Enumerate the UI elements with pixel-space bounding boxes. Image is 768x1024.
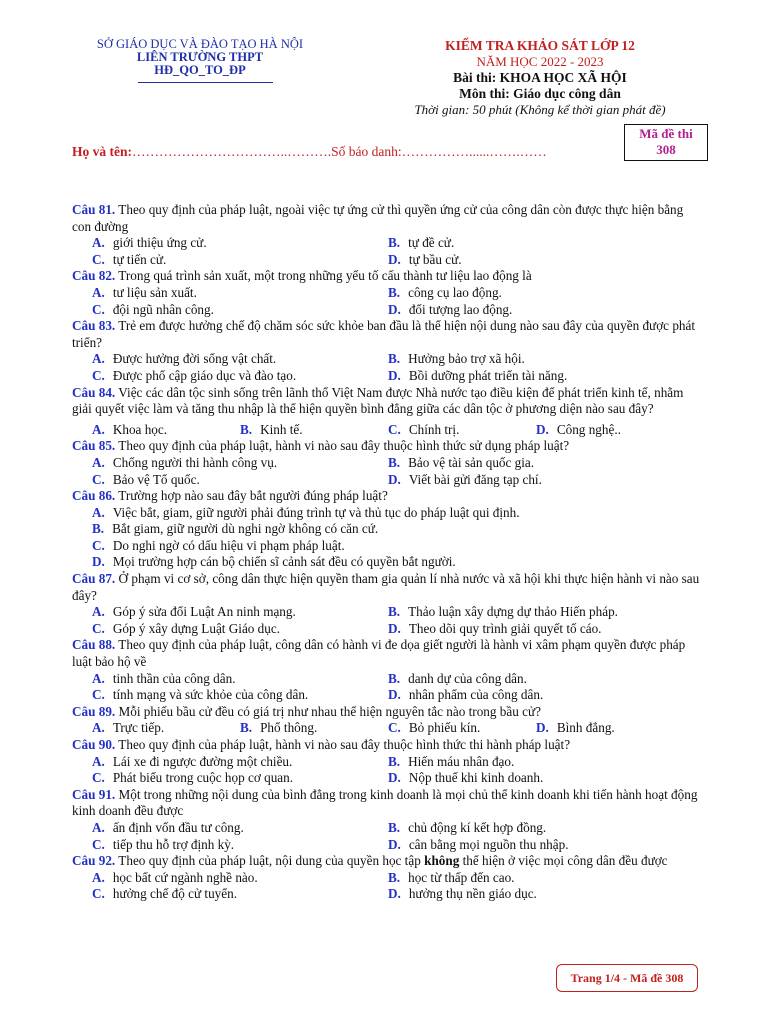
question-89 (72, 704, 702, 737)
option-b (388, 351, 708, 368)
question-text: Theo quy định của pháp luật, nội dung của quyền học tập (118, 853, 425, 869)
question-84 (72, 385, 702, 439)
option-text: Góp ý xây dựng Luật Giáo dục. (112, 620, 281, 636)
option-b (388, 285, 708, 302)
question-81 (72, 202, 702, 268)
question-text: Một trong những nội dung của bình đẳng trong kinh doanh là mọi chủ thể kinh doanh khi tiến hành hoạt động kinh doanh đều được (72, 786, 698, 819)
option-letter: A. (92, 235, 105, 251)
option-text: Khoa học. (112, 421, 168, 437)
option-text: Theo dõi quy trình giải quyết tố cáo. (408, 620, 602, 636)
question-number: Câu 91. (72, 786, 116, 802)
question-number: Câu 83. (72, 318, 116, 334)
question-text: Trẻ em được hưởng chế độ chăm sóc sức khỏe ban đầu là thể hiện nội dung nào sau đây của quyền được phát triển? (72, 318, 696, 350)
option-d (388, 687, 708, 704)
question-text: Ở phạm vi cơ sở, công dân thực hiện quyền tham gia quản lí nhà nước và xã hội khi thực hiện hành vi nào sau đây? (72, 571, 700, 603)
option-a (92, 285, 388, 302)
option-letter: B. (388, 454, 401, 470)
option-letter: B. (388, 235, 401, 251)
option-text: tiếp thu hỗ trợ định kỳ. (112, 836, 235, 852)
question-87 (72, 571, 702, 637)
option-text: Thảo luận xây dựng dự thảo Hiến pháp. (408, 604, 618, 620)
option-b (240, 422, 388, 439)
question-number: Câu 87. (72, 571, 116, 587)
header-underline (138, 82, 273, 83)
option-text: chủ động kí kết hợp đồng. (408, 819, 547, 835)
option-letter: C. (92, 471, 105, 487)
option-letter: D. (388, 620, 401, 636)
option-a (92, 351, 388, 368)
option-letter: B. (388, 819, 401, 835)
option-d (388, 837, 708, 854)
option-letter: C. (92, 886, 105, 902)
option-letter: A. (92, 351, 105, 367)
option-text: Bảo vệ Tổ quốc. (112, 471, 200, 487)
option-letter: C. (92, 251, 105, 267)
option-b (388, 235, 708, 252)
option-text: học từ thấp đến cao. (408, 869, 515, 885)
option-text: tự bầu cử. (408, 251, 462, 267)
option-b (388, 604, 708, 621)
sbd-label: Số báo danh: (331, 144, 402, 159)
option-text: tự tiến cử. (112, 251, 167, 267)
option-d (536, 720, 696, 737)
option-letter: B. (240, 720, 253, 736)
option-text: Việc bắt, giam, giữ người phải đúng trình tự và thủ tục do pháp luật qui định. (112, 504, 520, 520)
option-text: đối tượng lao động. (408, 301, 513, 317)
option-letter: A. (92, 454, 105, 470)
option-b (388, 754, 708, 771)
option-text: tư liệu sản xuất. (112, 284, 197, 300)
option-d (388, 472, 708, 489)
option-c (92, 687, 388, 704)
option-b (388, 870, 708, 887)
option-letter: D. (388, 836, 401, 852)
option-letter: B. (388, 604, 401, 620)
option-text: Hưởng bảo trợ xã hội. (408, 351, 525, 367)
option-letter: D. (388, 886, 401, 902)
option-letter: D. (536, 421, 549, 437)
option-text: Phổ thông. (260, 720, 318, 736)
option-d (388, 886, 708, 903)
option-text: hưởng chế độ cử tuyển. (112, 886, 238, 902)
option-text: Trực tiếp. (112, 720, 165, 736)
option-a (92, 422, 240, 439)
option-letter: A. (92, 284, 105, 300)
option-c (92, 302, 388, 319)
option-text: Công nghệ.. (556, 421, 621, 437)
option-text: Lái xe đi ngược đường một chiều. (112, 753, 293, 769)
school-name: LIÊN TRƯỜNG THPT (136, 50, 264, 64)
question-text: Theo quy định của pháp luật, ngoài việc tự ứng cử thì quyền ứng cử của công dân còn được thực hiện bằng con đường (72, 202, 684, 234)
option-letter: B. (388, 753, 401, 769)
option-letter: B. (92, 521, 105, 537)
option-text: Nộp thuế khi kinh doanh. (408, 770, 544, 786)
option-text: Bỏ phiếu kín. (408, 720, 481, 736)
option-c (92, 886, 388, 903)
option-text: danh dự của công dân. (408, 670, 527, 686)
option-letter: B. (388, 351, 401, 367)
option-d (388, 621, 708, 638)
question-number: Câu 92. (72, 853, 116, 869)
option-c (92, 770, 388, 787)
exam-subject: Môn thi: Giáo dục công dân (459, 86, 621, 101)
candidate-line (72, 144, 547, 160)
option-text: cân bằng mọi nguồn thu nhập. (408, 836, 569, 852)
option-letter: A. (92, 421, 105, 437)
option-text: Phát biểu trong cuộc họp cơ quan. (112, 770, 294, 786)
option-letter: D. (388, 301, 401, 317)
option-text: giới thiệu ứng cử. (112, 235, 207, 251)
option-text: hưởng thụ nền giáo dục. (408, 886, 537, 902)
option-letter: B. (388, 670, 401, 686)
option-b (388, 671, 708, 688)
school-header (80, 38, 320, 77)
option-a (92, 455, 388, 472)
option-d (536, 422, 696, 439)
option-letter: A. (92, 753, 105, 769)
option-c (92, 621, 388, 638)
question-86 (72, 488, 702, 571)
question-number: Câu 88. (72, 637, 116, 653)
question-text: Theo quy định của pháp luật, công dân có hành vi đe dọa giết người là hành vi xâm phạm quyền được pháp luật bảo hộ về (72, 637, 686, 670)
option-text: Viết bài gửi đăng tạp chí. (408, 471, 542, 487)
option-text: Bồi dưỡng phát triển tài năng. (408, 367, 568, 383)
option-b (92, 521, 702, 538)
option-a (92, 671, 388, 688)
option-letter: C. (388, 720, 401, 736)
option-letter: C. (92, 620, 105, 636)
option-text: Bắt giam, giữ người dù nghi ngờ không có căn cứ. (112, 521, 379, 537)
option-a (92, 870, 388, 887)
option-letter: C. (92, 367, 105, 383)
sbd-dots: ……………......…….…… (401, 144, 547, 159)
option-letter: A. (92, 604, 105, 620)
question-text: Trường hợp nào sau đây bắt người đúng pháp luật? (118, 488, 388, 504)
option-c (388, 422, 536, 439)
question-text: Theo quy định của pháp luật, hành vi nào sau đây thuộc hình thức thi hành pháp luật? (118, 737, 571, 752)
option-text: nhân phẩm của công dân. (408, 687, 544, 703)
option-letter: B. (240, 421, 253, 437)
option-a (92, 720, 240, 737)
option-a (92, 820, 388, 837)
option-letter: D. (388, 251, 401, 267)
question-91 (72, 787, 702, 853)
question-list (72, 202, 702, 903)
option-d (92, 554, 702, 571)
question-83 (72, 318, 702, 384)
option-letter: D. (388, 687, 401, 703)
option-c (92, 472, 388, 489)
question-88 (72, 637, 702, 703)
option-text: Do nghi ngờ có dấu hiệu vi phạm pháp luật. (112, 537, 345, 553)
question-number: Câu 81. (72, 202, 116, 217)
option-letter: C. (92, 836, 105, 852)
option-text: tự đề cử. (408, 235, 455, 251)
option-text: Mọi trường hợp cán bộ chiến sĩ cảnh sát đều có quyền bắt người. (112, 554, 456, 570)
option-c (92, 252, 388, 269)
option-text: công cụ lao động. (408, 284, 502, 300)
question-number: Câu 84. (72, 384, 116, 400)
department-name: SỞ GIÁO DỤC VÀ ĐÀO TẠO HÀ NỘI (96, 37, 304, 51)
name-label: Họ và tên: (72, 144, 132, 159)
option-letter: A. (92, 504, 105, 520)
option-b (388, 455, 708, 472)
option-letter: C. (92, 770, 105, 786)
question-number: Câu 89. (72, 703, 116, 719)
question-number: Câu 90. (72, 737, 116, 752)
option-letter: C. (92, 301, 105, 317)
option-text: đội ngũ nhân công. (112, 301, 214, 317)
exam-header (370, 38, 710, 118)
question-text: Việc các dân tộc sinh sống trên lãnh thổ Việt Nam được Nhà nước tạo điều kiện để phát triển kinh tế, nhằm giải quyết việc làm và tăng thu nhập là thể hiện quyền bình đẳng giữa các dân tộc ở phương diện nào sau đây? (72, 384, 684, 417)
option-letter: D. (92, 554, 105, 570)
question-90 (72, 737, 702, 787)
option-letter: B. (388, 284, 401, 300)
question-82 (72, 268, 702, 318)
question-text: Mỗi phiếu bầu cử đều có giá trị như nhau thể hiện nguyên tắc nào trong bầu cử? (118, 703, 541, 719)
page-footer: Trang 1/4 - Mã đề 308 (556, 964, 698, 992)
option-d (388, 770, 708, 787)
question-number: Câu 85. (72, 438, 116, 454)
option-text: Góp ý sửa đổi Luật An ninh mạng. (112, 604, 296, 620)
option-b (240, 720, 388, 737)
question-85 (72, 438, 702, 488)
option-b (388, 820, 708, 837)
school-year: NĂM HỌC 2022 - 2023 (476, 54, 604, 69)
option-text: Hiến máu nhân đạo. (408, 753, 515, 769)
council-code: HĐ_QO_TO_ĐP (154, 63, 246, 77)
option-letter: D. (388, 770, 401, 786)
option-d (388, 302, 708, 319)
option-c (388, 720, 536, 737)
option-text: Được hưởng đời sống vật chất. (112, 351, 277, 367)
option-letter: D. (536, 720, 549, 736)
exam-code-label: Mã đề thi (639, 126, 693, 141)
option-c (92, 837, 388, 854)
option-letter: D. (388, 471, 401, 487)
option-letter: C. (92, 687, 105, 703)
option-a (92, 505, 702, 522)
option-a (92, 754, 388, 771)
question-number: Câu 86. (72, 488, 116, 504)
option-text: ấn định vốn đầu tư công. (112, 819, 244, 835)
option-letter: C. (92, 537, 105, 553)
question-number: Câu 82. (72, 268, 116, 284)
option-c (92, 538, 702, 555)
exam-title: KIỂM TRA KHẢO SÁT LỚP 12 (445, 38, 635, 53)
option-text: Bảo vệ tài sản quốc gia. (408, 454, 535, 470)
exam-code-box (624, 124, 708, 161)
option-letter: A. (92, 670, 105, 686)
option-text: tinh thần của công dân. (112, 670, 236, 686)
question-text: Trong quá trình sản xuất, một trong những yếu tố cấu thành tư liệu lao động là (118, 268, 532, 284)
option-text: tính mạng và sức khỏe của công dân. (112, 687, 309, 703)
option-letter: D. (388, 367, 401, 383)
question-emphasis: không (424, 853, 460, 869)
exam-code-value: 308 (656, 142, 676, 157)
question-92 (72, 853, 702, 903)
option-text: Bình đẳng. (556, 720, 615, 736)
option-a (92, 604, 388, 621)
option-c (92, 368, 388, 385)
option-letter: B. (388, 869, 401, 885)
option-d (388, 252, 708, 269)
option-text: Chống người thi hành công vụ. (112, 454, 278, 470)
option-text: Kinh tế. (260, 421, 303, 437)
name-dots: ……………………………..………. (132, 144, 332, 159)
option-letter: C. (388, 421, 401, 437)
option-d (388, 368, 708, 385)
option-text: Chính trị. (408, 421, 460, 437)
exam-duration: Thời gian: 50 phút (Không kể thời gian phát đề) (414, 102, 666, 117)
question-text: Theo quy định của pháp luật, hành vi nào sau đây thuộc hình thức sử dụng pháp luật? (118, 438, 570, 454)
option-text: Được phổ cập giáo dục và đào tạo. (112, 367, 297, 383)
option-a (92, 235, 388, 252)
option-letter: A. (92, 819, 105, 835)
exam-section: Bài thi: KHOA HỌC XÃ HỘI (453, 70, 627, 85)
question-text-end: thể hiện ở việc mọi công dân đều được (459, 853, 668, 869)
option-letter: A. (92, 869, 105, 885)
option-text: học bất cứ ngành nghề nào. (112, 869, 258, 885)
option-letter: A. (92, 720, 105, 736)
